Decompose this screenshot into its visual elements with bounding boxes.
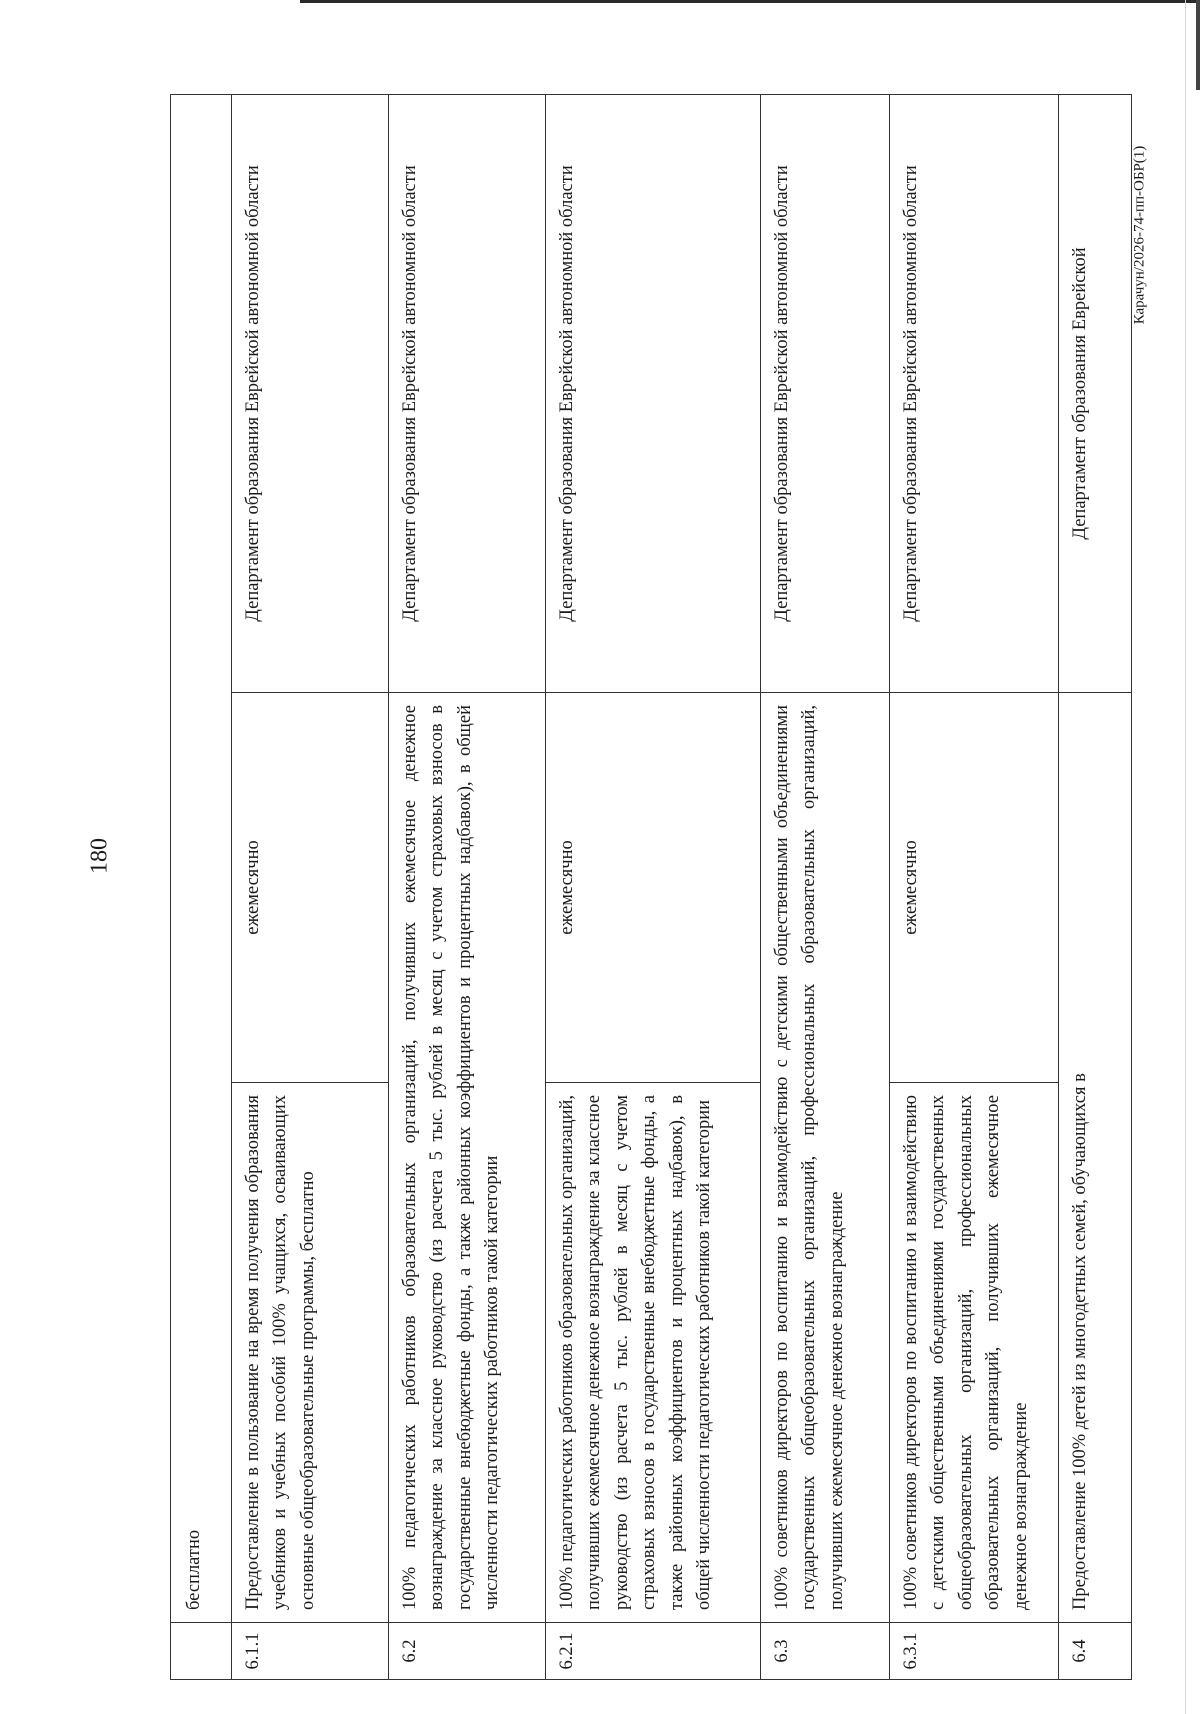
scan-edge-right <box>1196 0 1200 90</box>
rotated-document-page <box>170 95 1090 1680</box>
row-description: 100% советников директоров по воспитанию и взаимодействию с детскими общественными объединениями государственных общеобразовательных организаций, профессиональных образовательных организаций, получивших ежемесячное денежное вознаграждение <box>890 1083 1059 1623</box>
footer-code: Карачун/2026-74-пп-ОБР(1) <box>1131 145 1148 325</box>
row-description: Предоставление в пользование на время получения образования учебников и учебных пособий 100% учащихся, осваивающих основные общеобразовательные программы, бесплатно <box>232 1083 389 1623</box>
row-number: 6.4 <box>1059 1623 1132 1680</box>
row-organization: Департамент образования Еврейской автономной области <box>546 94 761 692</box>
row-organization: Департамент образования Еврейской <box>1059 94 1132 692</box>
row-description: 100% педагогических работников образовательных организаций, получивших ежемесячное денежное вознаграждение за классное руководство (из расчета 5 тыс. рублей в месяц с учетом страховых взносов в государственные внебюджетные фонды, а также районных коэффициентов и процентных надбавок), в общей численности педагогических работников такой категории <box>546 1083 761 1623</box>
row-number: 6.2.1 <box>546 1623 761 1680</box>
scan-line-right <box>1185 0 1186 1714</box>
table-cell-empty <box>171 1623 232 1680</box>
measures-table <box>170 94 1132 1680</box>
row-organization: Департамент образования Еврейской автономной области <box>389 94 546 692</box>
row-description: 100% педагогических работников образовательных организаций, получивших ежемесячное денежное вознаграждение за классное руководство (из расчета 5 тыс. рублей в месяц с учетом страховых взносов в государственные внебюджетные фонды, а также районных коэффициентов и процентных надбавок), в общей численности педагогических работников такой категории <box>389 693 546 1623</box>
table-row <box>761 94 890 1679</box>
row-description: 100% советников директоров по воспитанию и взаимодействию с детскими общественными объединениями государственных общеобразовательных организаций, профессиональных образовательных организаций, получивших ежемесячное денежное вознаграждение <box>761 693 890 1623</box>
table-row <box>890 94 1059 1679</box>
table-row <box>171 94 232 1679</box>
row-organization: Департамент образования Еврейской автономной области <box>232 94 389 692</box>
table-row <box>1059 94 1132 1679</box>
page-number: 180 <box>86 838 113 874</box>
row-number: 6.3 <box>761 1623 890 1680</box>
row-period: ежемесячно <box>890 693 1059 1083</box>
row-number: 6.3.1 <box>890 1623 1059 1680</box>
row-description: Предоставление 100% детей из многодетных семей, обучающихся в <box>1059 693 1132 1623</box>
scan-edge-top <box>300 0 1200 3</box>
table-cell-top-text: бесплатно <box>171 94 232 1622</box>
row-organization: Департамент образования Еврейской автономной области <box>890 94 1059 692</box>
row-period: ежемесячно <box>232 693 389 1083</box>
table-row <box>389 94 546 1679</box>
row-number: 6.2 <box>389 1623 546 1680</box>
table-row <box>546 94 761 1679</box>
row-period: ежемесячно <box>546 693 761 1083</box>
table-row <box>232 94 389 1679</box>
row-organization: Департамент образования Еврейской автономной области <box>761 94 890 692</box>
row-number: 6.1.1 <box>232 1623 389 1680</box>
